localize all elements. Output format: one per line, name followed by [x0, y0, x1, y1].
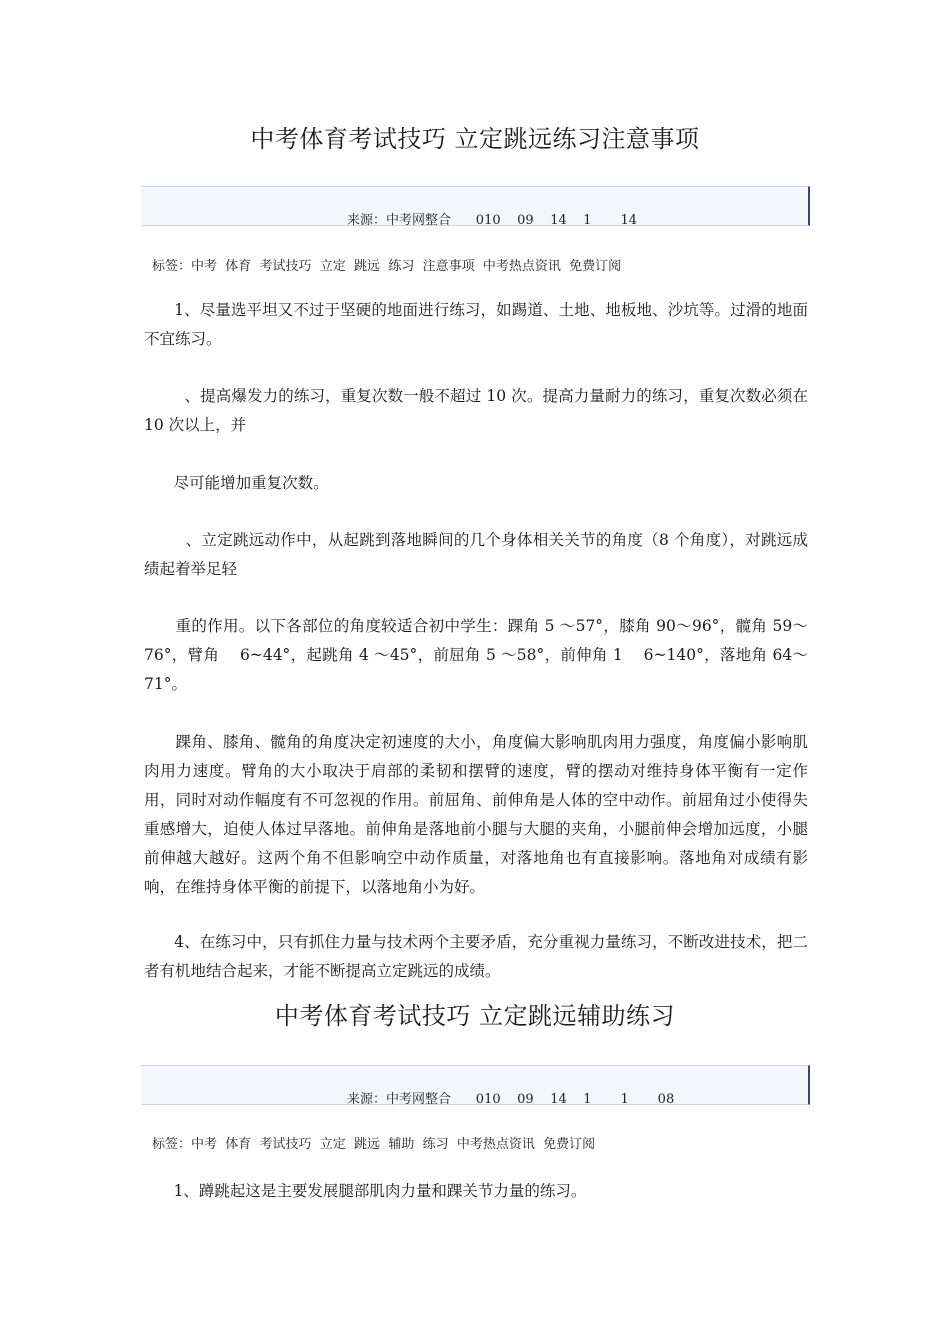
paragraph: 、提高爆发力的练习，重复次数一般不超过 10 次。提高力量耐力的练习，重复次数必须在 10 次以上，并: [144, 387, 813, 434]
paragraph: 尽可能增加重复次数。: [144, 474, 329, 492]
paragraph: 4、在练习中，只有抓住力量与技术两个主要矛盾，充分重视力量练习，不断改进技术，把二者有机地结合起来，才能不断提高立定跳远的成绩。: [144, 933, 809, 980]
source-info: 来源：中考网整合 010 09 14 1 1 08: [347, 1092, 675, 1107]
source-info: 来源：中考网整合 010 09 14 1 14: [347, 213, 638, 228]
paragraph: 重的作用。以下各部位的角度较适合初中学生：踝角 5 ～57°，膝角 90～96°，髋角 59～76°，臂角 6~44°，起跳角 4 ～45°，前屈角 5 ～58°，前伸角 1 6~140°，落地角 64～71°。: [144, 617, 809, 693]
paragraph: 、立定跳远动作中，从起跳到落地瞬间的几个身体相关关节的角度（8 个角度），对跳远成绩起着举足轻: [144, 531, 808, 578]
article-title: 中考体育考试技巧 立定跳远练习注意事项: [250, 125, 700, 153]
tags-line: 标签：中考 体育 考试技巧 立定 跳远 练习 注意事项 中考热点资讯 免费订阅: [152, 259, 622, 274]
paragraph: 1、尽量选平坦又不过于坚硬的地面进行练习，如踢道、土地、地板地、沙坑等。过滑的地面不宜练习。: [144, 301, 809, 348]
article-title: 中考体育考试技巧 立定跳远辅助练习: [274, 1002, 676, 1030]
paragraph: 1、蹲跳起这是主要发展腿部肌肉力量和踝关节力量的练习。: [144, 1182, 587, 1200]
tags-line: 标签：中考 体育 考试技巧 立定 跳远 辅助 练习 中考热点资讯 免费订阅: [152, 1137, 596, 1152]
paragraph: 踝角、膝角、髋角的角度决定初速度的大小，角度偏大影响肌肉用力强度，角度偏小影响肌肉用力速度。臂角的大小取决于肩部的柔韧和摆臂的速度，臂的摆动对维持身体平衡有一定作用，同时对动作幅度有不可忽视的作用。前屈角、前伸角是人体的空中动作。前屈角过小使得失重感增大，迫使人体过早落地。前伸角是落地前小腿与大腿的夹角，小腿前伸会增加远度，小腿前伸越大越好。这两个角不但影响空中动作质量，对落地角也有直接影响。落地角对成绩有影响，在维持身体平衡的前提下，以落地角小为好。: [144, 733, 809, 896]
